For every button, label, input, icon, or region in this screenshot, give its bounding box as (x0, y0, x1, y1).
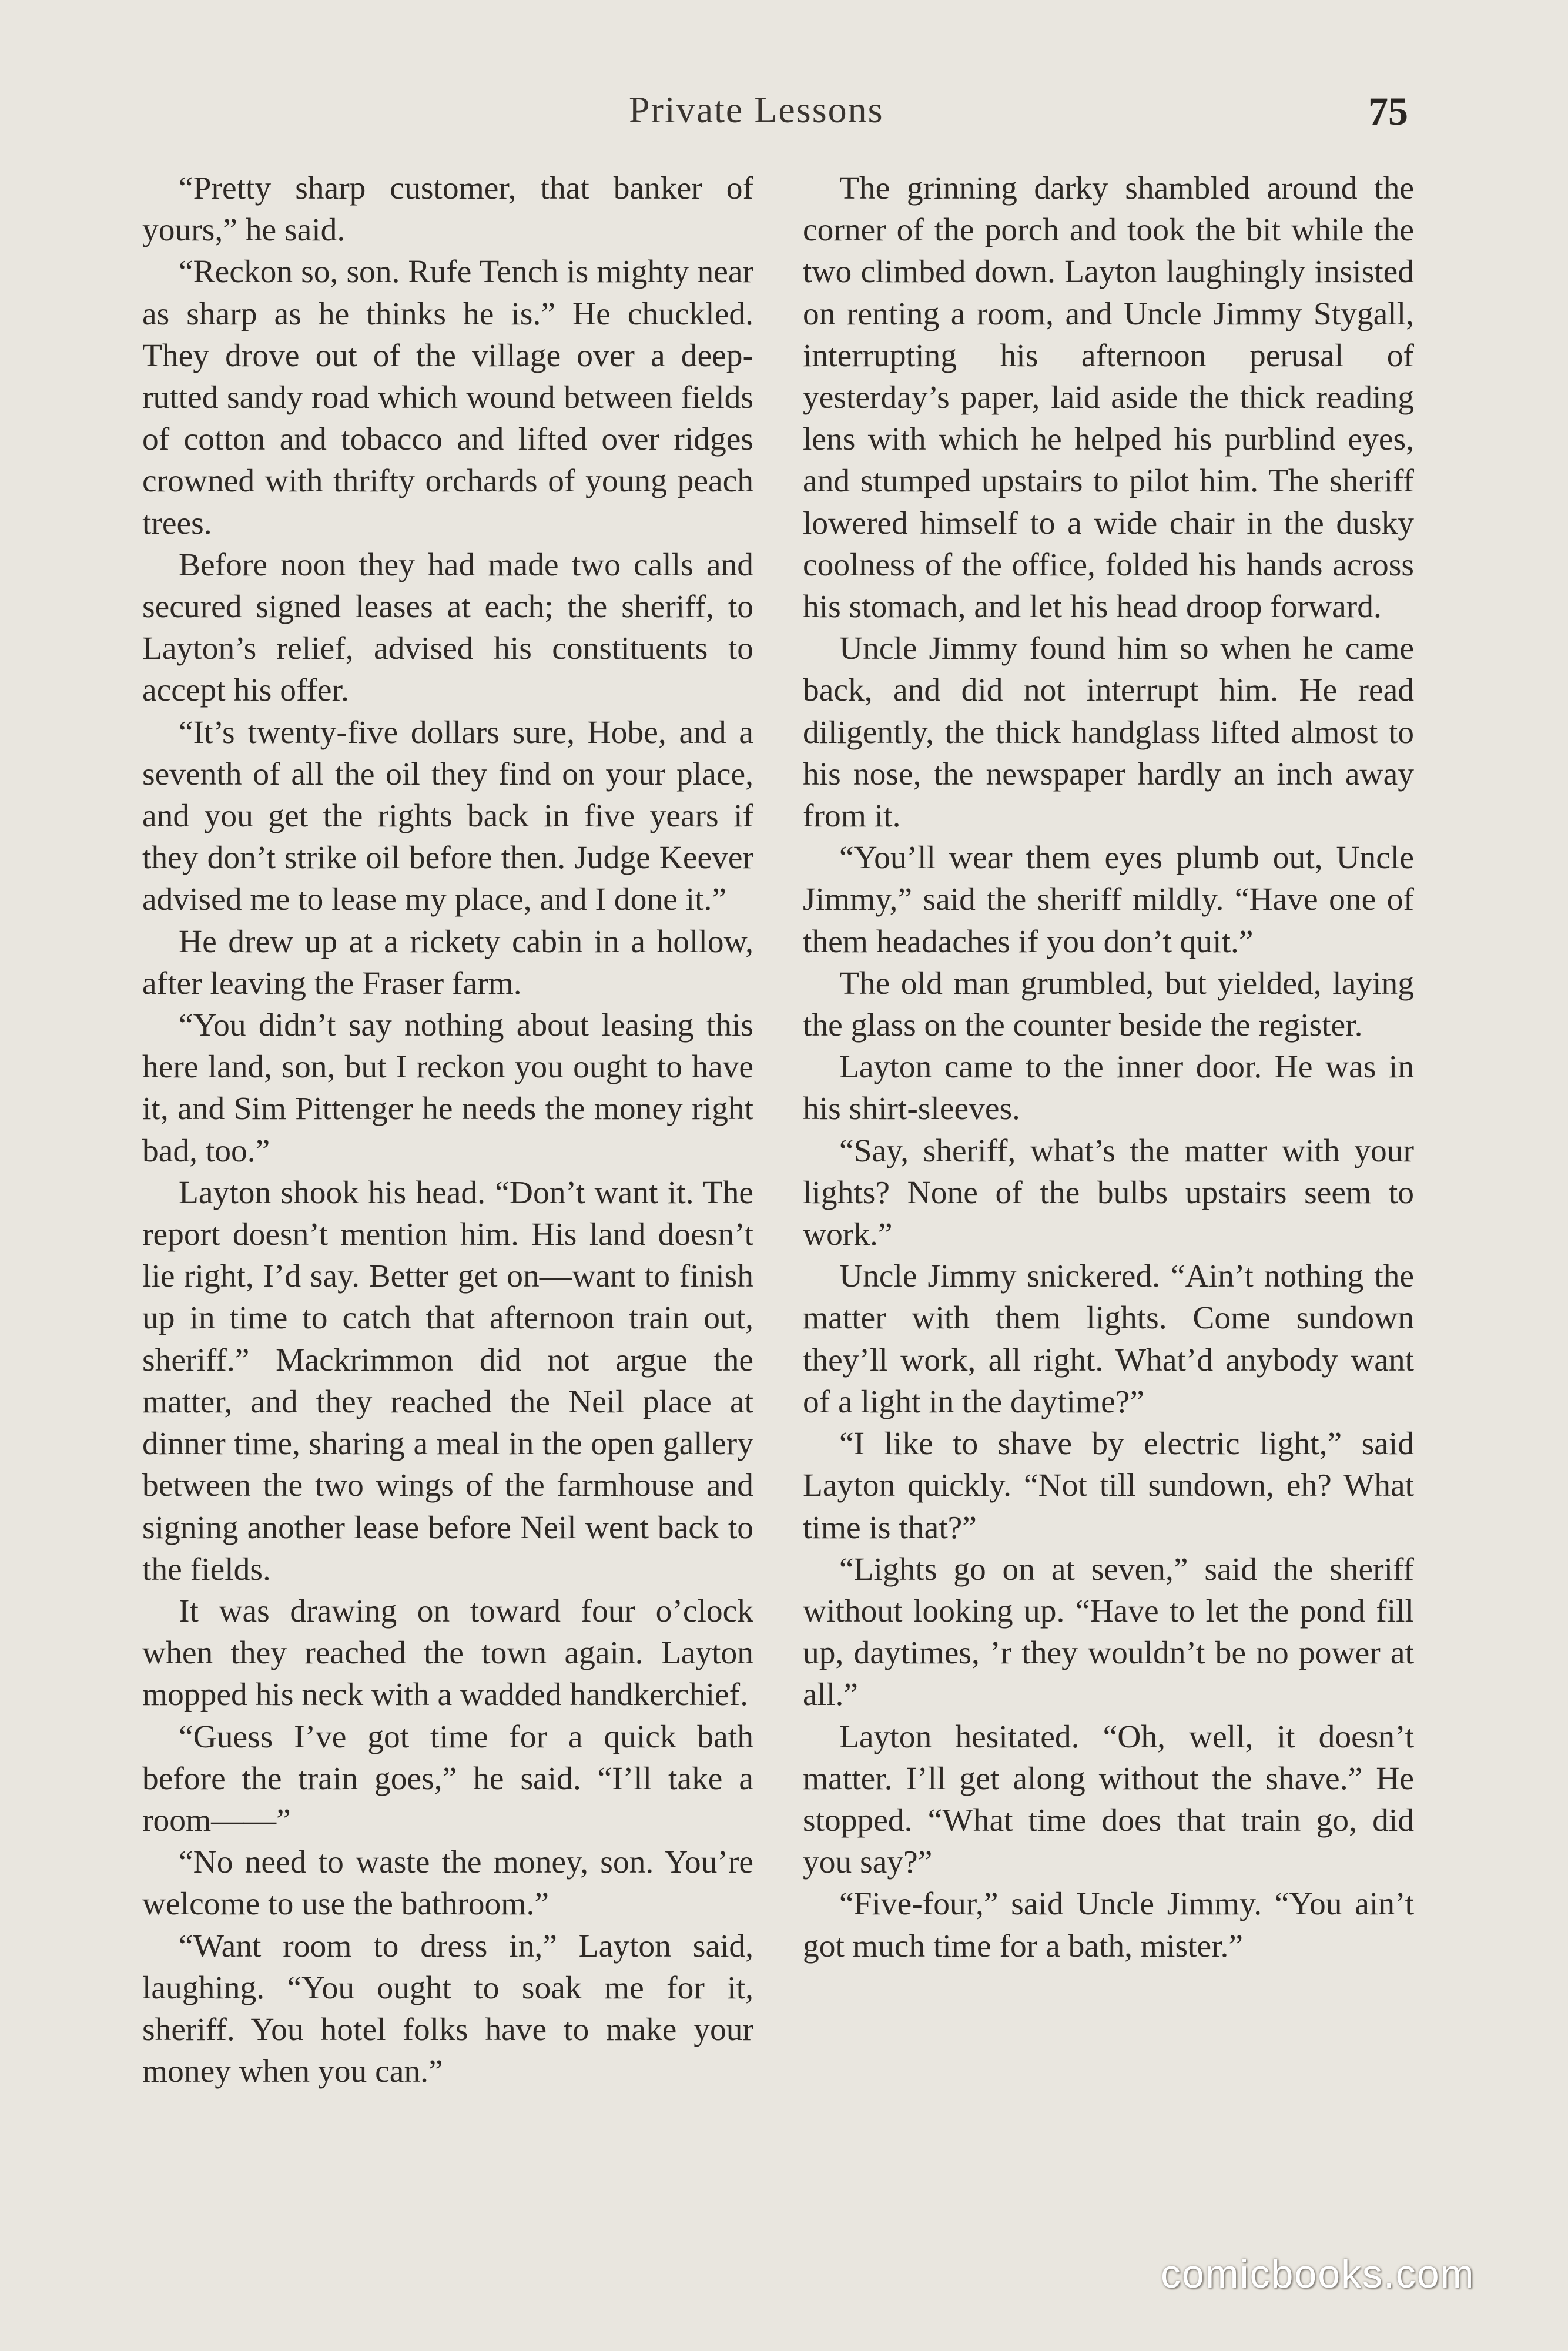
left-column (142, 168, 753, 2092)
paragraph: “You’ll wear them eyes plumb out, Uncle Jimmy,” said the sheriff mildly. “Have one of them headaches if you don’t quit.” (803, 840, 1414, 960)
paragraph: Layton hesitated. “Oh, well, it doesn’t matter. I’ll get along without the shave.” He stopped. “What time does that train go, did you say?” (803, 1719, 1414, 1881)
paragraph: The old man grumbled, but yielded, laying the glass on the counter beside the register. (803, 965, 1414, 1044)
paragraph: “Want room to dress in,” Layton said, laughing. “You ought to soak me for it, sheriff. You hotel folks have to make your money when you can.” (142, 1928, 753, 2090)
paragraph: The grinning darky shambled around the corner of the porch and took the bit while the two climbed down. Layton laughingly insisted on renting a room, and Uncle Jimmy Stygall, interrupting his afternoon perusal of yesterday’s paper, laid aside the thick reading lens with which he helped his purblind eyes, and stumped upstairs to pilot him. The sheriff lowered himself to a wide chair in the dusky coolness of the office, folded his hands across his stomach, and let his head droop forward. (803, 170, 1414, 625)
paragraph: Before noon they had made two calls and secured signed leases at each; the sheriff, to Layton’s relief, advised his constituents to accept his offer. (142, 547, 753, 709)
paragraph: “Lights go on at seven,” said the sheriff without looking up. “Have to let the pond fill up, daytimes, ’r they wouldn’t be no power at all.” (803, 1551, 1414, 1713)
paragraph: “Reckon so, son. Rufe Tench is mighty near as sharp as he thinks he is.” He chuckled. They drove out of the village over a deep-rutted sandy road which wound between fields of cotton and tobacco and lifted over ridges crowned with thrifty orchards of young peach trees. (142, 254, 753, 541)
paragraph: He drew up at a rickety cabin in a hollow, after leaving the Fraser farm. (142, 923, 753, 1002)
paragraph: “Say, sheriff, what’s the matter with your lights? None of the bulbs upstairs seem to work.” (803, 1133, 1414, 1253)
paragraph: “Guess I’ve got time for a quick bath before the train goes,” he said. “I’ll take a room——” (142, 1719, 753, 1838)
running-head (0, 88, 1568, 141)
watermark: comicbooks.com (1161, 2252, 1475, 2296)
chapter-title: Private Lessons (629, 89, 884, 130)
paragraph: Layton came to the inner door. He was in his shirt-sleeves. (803, 1049, 1414, 1127)
right-column (803, 168, 1414, 1967)
paragraph: “I like to shave by electric light,” said Layton quickly. “Not till sundown, eh? What time is that?” (803, 1426, 1414, 1546)
paragraph: Uncle Jimmy snickered. “Ain’t nothing the matter with them lights. Come sundown they’ll work, all right. What’d anybody want of a light in the daytime?” (803, 1258, 1414, 1420)
paragraph: Layton shook his head. “Don’t want it. The report doesn’t mention him. His land doesn’t lie right, I’d say. Better get on—want to finish up in time to catch that afternoon train out, sheriff.” Mackrimmon did not argue the matter, and they reached the Neil place at dinner time, sharing a meal in the open gallery between the two wings of the farmhouse and signing another lease before Neil went back to the fields. (142, 1174, 753, 1588)
paragraph: “Five-four,” said Uncle Jimmy. “You ain’t got much time for a bath, mister.” (803, 1886, 1414, 1964)
paragraph: It was drawing on toward four o’clock when they reached the town again. Layton mopped his neck with a wadded handkerchief. (142, 1593, 753, 1713)
paragraph: Uncle Jimmy found him so when he came back, and did not interrupt him. He read diligently, the thick handglass lifted almost to his nose, the newspaper hardly an inch away from it. (803, 631, 1414, 835)
paragraph: “No need to waste the money, son. You’re welcome to use the bathroom.” (142, 1844, 753, 1923)
paragraph: “You didn’t say nothing about leasing this here land, son, but I reckon you ought to have it, and Sim Pittenger he needs the money right bad, too.” (142, 1007, 753, 1169)
page-number: 75 (1368, 89, 1408, 133)
paragraph: “Pretty sharp customer, that banker of yours,” he said. (142, 170, 753, 249)
paragraph: “It’s twenty-five dollars sure, Hobe, and a seventh of all the oil they find on your place, and you get the rights back in five years if they don’t strike oil before then. Judge Keever advised me to lease my place, and I done it.” (142, 714, 753, 918)
